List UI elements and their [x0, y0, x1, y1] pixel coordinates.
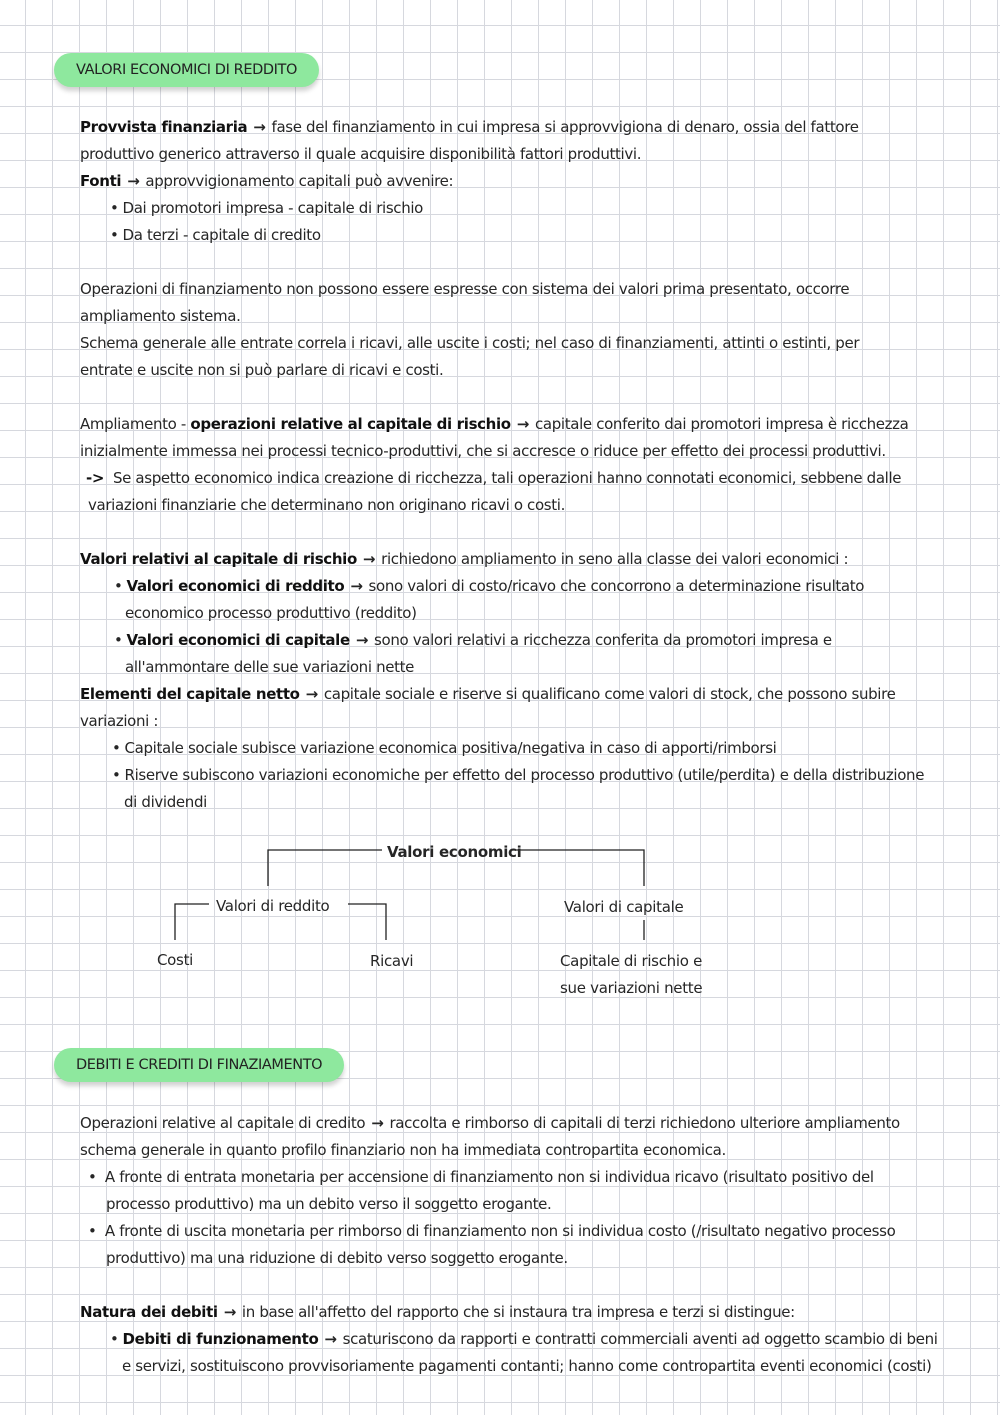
arrow-icon: →	[253, 118, 266, 136]
text: fase del finanziamento in cui impresa si approvvigiona di denaro, ossia del fattore	[271, 118, 859, 136]
list-item: • A fronte di entrata monetaria per accensione di finanziamento non si individua ricavo (risultato positivo del	[88, 1168, 874, 1186]
section-heading-debiti-crediti: DEBITI E CREDITI DI FINAZIAMENTO	[54, 1048, 344, 1082]
paragraph-provvista-cont: produttivo generico attraverso il quale acquisire disponibilità fattori produttivi.	[80, 145, 642, 163]
diagram-node-capitale: Valori di capitale	[564, 898, 684, 916]
diagram-leaf-costi: Costi	[157, 951, 194, 969]
list-item: • Capitale sociale subisce variazione economica positiva/negativa in caso di apporti/rimborsi	[112, 739, 777, 757]
term-fonti: Fonti	[80, 172, 122, 190]
bullet-icon: •	[114, 577, 123, 595]
list-item-cont: produttivo) ma una riduzione di debito verso soggetto erogante.	[106, 1249, 568, 1267]
diagram-leaf-capitale-2: sue variazioni nette	[560, 979, 703, 997]
term-operazioni-rischio: operazioni relative al capitale di rischio	[190, 415, 511, 433]
bullet-icon: •	[112, 739, 121, 757]
diagram-leaf-ricavi: Ricavi	[370, 952, 414, 970]
list-item-cont: economico processo produttivo (reddito)	[125, 604, 417, 622]
list-item-cont: e servizi, sostituiscono provvisoriamente pagamenti contanti; hanno come contropartita eventi economici (costi)	[122, 1357, 932, 1375]
list-item-cont: all'ammontare delle sue variazioni nette	[125, 658, 415, 676]
paragraph-operazioni: Operazioni di finanziamento non possono essere espresse con sistema dei valori prima presentato, occorre	[80, 280, 850, 298]
bullet-icon: •	[110, 199, 119, 217]
paragraph-natura-debiti: Natura dei debiti → in base all'affetto del rapporto che si instaura tra impresa e terzi si distingue:	[80, 1303, 795, 1321]
term-valori-rischio: Valori relativi al capitale di rischio	[80, 550, 357, 568]
list-item: • Dai promotori impresa - capitale di rischio	[110, 199, 424, 217]
paragraph-ampliamento: Ampliamento - operazioni relative al capitale di rischio → capitale conferito dai promotori impresa è ricchezza	[80, 415, 909, 433]
arrow-icon: →	[362, 550, 376, 568]
paragraph-capitale-credito-cont: schema generale in quanto profilo finanziario non ha immediata contropartita economica.	[80, 1141, 726, 1159]
bullet-icon: •	[110, 1330, 119, 1348]
note-cont: variazioni finanziarie che determinano non originano ricavi o costi.	[88, 496, 566, 514]
paragraph-valori-rischio: Valori relativi al capitale di rischio → richiedono ampliamento in seno alla classe dei valori economici :	[80, 550, 849, 568]
bullet-icon: •	[88, 1168, 97, 1186]
arrow-icon: →	[371, 1114, 384, 1132]
paragraph-capitale-netto-cont: variazioni :	[80, 712, 159, 730]
paragraph-schema: entrate e uscite non si può parlare di ricavi e costi.	[80, 361, 444, 379]
section-heading-valori-economici: VALORI ECONOMICI DI REDDITO	[54, 53, 319, 87]
paragraph-schema: Schema generale alle entrate correla i ricavi, alle uscite i costi; nel caso di finanziamenti, attinti o estinti, per	[80, 334, 860, 352]
arrow-icon: →	[305, 685, 318, 703]
connector-left-costi	[175, 904, 209, 940]
arrow-icon: →	[127, 172, 140, 190]
bullet-icon: •	[112, 766, 121, 784]
diagram-leaf-capitale-1: Capitale di rischio e	[560, 952, 702, 970]
list-item: • Da terzi - capitale di credito	[110, 226, 321, 244]
term-natura-debiti: Natura dei debiti	[80, 1303, 218, 1321]
list-item: • A fronte di uscita monetaria per rimborso di finanziamento non si individua costo (/risultato negativo processo	[88, 1222, 896, 1240]
paragraph-capitale-netto: Elementi del capitale netto → capitale sociale e riserve si qualificano come valori di stock, che possono subire	[80, 685, 896, 703]
connector-root-right	[512, 850, 644, 886]
paragraph-ampliamento-cont: inizialmente immessa nei processi tecnico-produttivi, che si accresce o riduce per effetto dei processi produttivi.	[80, 442, 886, 460]
bullet-icon: •	[110, 226, 119, 244]
arrow-icon: →	[324, 1330, 337, 1348]
connector-root-left	[268, 850, 382, 886]
list-item: • Valori economici di capitale → sono valori relativi a ricchezza conferita da promotori impresa e	[114, 631, 832, 649]
diagram-node-reddito: Valori di reddito	[216, 897, 330, 915]
paragraph-capitale-credito: Operazioni relative al capitale di credito → raccolta e rimborso di capitali di terzi richiedono ulteriore ampliamento	[80, 1114, 900, 1132]
term-capitale-netto: Elementi del capitale netto	[80, 685, 300, 703]
list-item: • Valori economici di reddito → sono valori di costo/ricavo che concorrono a determinazione risultato	[114, 577, 865, 595]
arrow-icon: →	[516, 415, 529, 433]
term-provvista: Provvista finanziaria	[80, 118, 248, 136]
list-item-cont: di dividendi	[124, 793, 207, 811]
list-item: • Riserve subiscono variazioni economiche per effetto del processo produttivo (utile/perdita) e della distribuzione	[112, 766, 925, 784]
arrow-icon: →	[223, 1303, 236, 1321]
bullet-icon: •	[114, 631, 123, 649]
bullet-icon: •	[88, 1222, 97, 1240]
diagram-root: Valori economici	[387, 843, 522, 861]
list-item-cont: processo produttivo) ma un debito verso il soggetto erogante.	[106, 1195, 552, 1213]
list-item: • Debiti di funzionamento → scaturiscono da rapporti e contratti commerciali aventi ad oggetto scambio di beni	[110, 1330, 938, 1348]
connector-left-ricavi	[348, 904, 386, 940]
paragraph-operazioni: ampliamento sistema.	[80, 307, 241, 325]
arrow-icon: →	[350, 577, 363, 595]
arrow-icon: →	[355, 631, 369, 649]
text: approvvigionamento capitali può avvenire:	[145, 172, 454, 190]
note: -> Se aspetto economico indica creazione di ricchezza, tali operazioni hanno connotati economici, sebbene dalle	[86, 469, 902, 487]
arrow-icon: ->	[86, 469, 105, 487]
